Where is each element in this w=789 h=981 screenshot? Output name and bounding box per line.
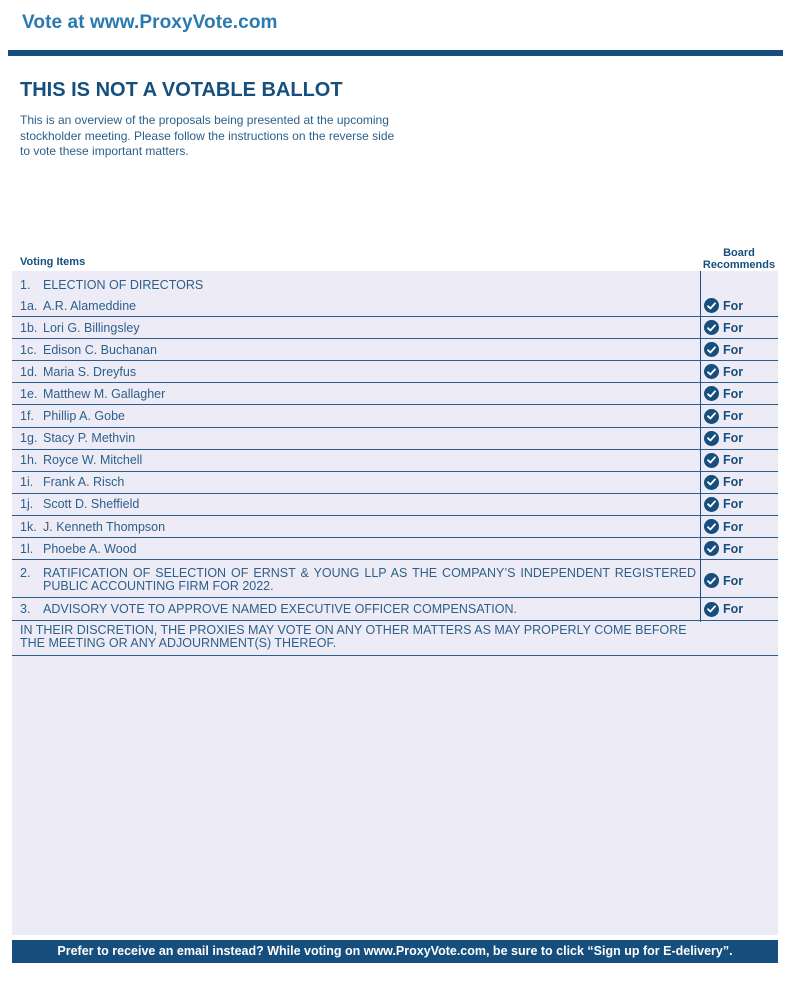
check-circle-icon	[704, 602, 719, 617]
recommendation-label: For	[723, 497, 744, 512]
director-item	[20, 339, 157, 360]
director-name: Lori G. Billingsley	[43, 320, 140, 335]
proposal-2-row	[12, 564, 778, 598]
proposal-text: ADVISORY VOTE TO APPROVE NAMED EXECUTIVE OFFICER COMPENSATION.	[43, 602, 517, 616]
proposal-1-row	[12, 275, 778, 295]
proposal-3-row	[12, 598, 778, 621]
director-item	[20, 494, 139, 515]
proposal-number: 1.	[20, 278, 31, 292]
director-name: Scott D. Sheffield	[43, 497, 140, 512]
page-title: THIS IS NOT A VOTABLE BALLOT	[20, 79, 343, 101]
check-circle-icon	[704, 573, 719, 588]
recommendation-label: For	[723, 342, 744, 357]
director-row	[12, 383, 778, 405]
board-recommendation	[704, 339, 743, 360]
recommendation-label: For	[723, 364, 744, 379]
board-header-line1: Board	[723, 247, 755, 259]
director-name: Phoebe A. Wood	[43, 541, 137, 556]
proposal-number: 1j.	[20, 497, 34, 512]
proposal-number: 1i.	[20, 475, 34, 490]
board-recommendation	[704, 428, 743, 449]
check-circle-icon	[704, 409, 719, 424]
check-circle-icon	[704, 386, 719, 401]
director-row	[12, 472, 778, 494]
director-row	[12, 317, 778, 339]
intro-text: This is an overview of the proposals being presented at the upcoming stockholder meeting. Please follow the instructions on the reverse side to vote these important matters.	[20, 113, 395, 158]
header-rule	[8, 50, 783, 56]
director-row	[12, 339, 778, 361]
director-item	[20, 472, 124, 493]
check-circle-icon	[704, 364, 719, 379]
director-name: Phillip A. Gobe	[43, 409, 125, 424]
voting-items-header: Voting Items	[20, 256, 86, 268]
check-circle-icon	[704, 453, 719, 468]
proposal-number: 1b.	[20, 320, 38, 335]
recommendation-label: For	[723, 541, 744, 556]
check-circle-icon	[704, 541, 719, 556]
check-circle-icon	[704, 342, 719, 357]
director-item	[20, 450, 142, 471]
board-recommendation	[704, 472, 743, 493]
check-circle-icon	[704, 497, 719, 512]
recommendation-label: For	[723, 320, 744, 335]
proposal-2-item	[20, 567, 696, 592]
board-recommendation	[704, 494, 743, 515]
director-item	[20, 516, 165, 537]
director-name: A.R. Alameddine	[43, 298, 137, 313]
board-recommendation	[704, 538, 743, 559]
proposal-3-item	[20, 598, 517, 620]
director-name: Royce W. Mitchell	[43, 453, 143, 468]
director-name: Frank A. Risch	[43, 475, 125, 490]
check-circle-icon	[704, 519, 719, 534]
recommendation-label: For	[723, 431, 744, 446]
proxyvote-link[interactable]: Vote at www.ProxyVote.com	[22, 12, 278, 33]
director-row	[12, 361, 778, 383]
recommendation-label: For	[723, 519, 744, 534]
director-item	[20, 317, 140, 338]
director-row	[12, 428, 778, 450]
director-row	[12, 295, 778, 317]
proposal-number: 2.	[20, 566, 31, 580]
board-recommendation	[704, 516, 743, 537]
discretion-note-row	[12, 621, 778, 656]
proposal-number: 1d.	[20, 364, 38, 379]
director-name: Matthew M. Gallagher	[43, 386, 166, 401]
director-row	[12, 538, 778, 560]
director-row	[12, 406, 778, 428]
board-recommendation	[704, 361, 743, 382]
board-recommendation	[704, 295, 743, 316]
director-row	[12, 516, 778, 538]
e-delivery-footer: Prefer to receive an email instead? While voting on www.ProxyVote.com, be sure to click “Sign up for E-delivery”.	[12, 940, 778, 963]
discretion-note: IN THEIR DISCRETION, THE PROXIES MAY VOTE ON ANY OTHER MATTERS AS MAY PROPERLY COME BEFORE THE MEETING OR ANY ADJOURNMENT(S) THEREOF.	[20, 623, 687, 650]
director-name: Edison C. Buchanan	[43, 342, 157, 357]
proposal-text: RATIFICATION OF SELECTION OF ERNST & YOUNG LLP AS THE COMPANY’S INDEPENDENT REGISTERED PUBLIC ACCOUNTING FIRM FOR 2022.	[43, 566, 696, 593]
check-circle-icon	[704, 475, 719, 490]
recommendation-label: For	[723, 475, 744, 490]
check-circle-icon	[704, 431, 719, 446]
proposal-number: 1c.	[20, 342, 37, 357]
recommendation-label: For	[723, 386, 744, 401]
check-circle-icon	[704, 320, 719, 335]
director-item	[20, 361, 136, 382]
board-recommendation	[704, 406, 743, 427]
board-recommendation	[704, 317, 743, 338]
board-recommendation	[704, 450, 743, 471]
director-name: J. Kenneth Thompson	[43, 519, 166, 534]
director-name: Maria S. Dreyfus	[43, 364, 137, 379]
director-item	[20, 383, 165, 404]
proposal-label: ELECTION OF DIRECTORS	[43, 278, 204, 292]
director-item	[20, 428, 135, 449]
proposal-1-item	[20, 275, 203, 295]
proposal-number: 1g.	[20, 431, 38, 446]
director-item	[20, 538, 137, 559]
proposal-number: 1a.	[20, 298, 38, 313]
proposal-number: 1h.	[20, 453, 38, 468]
proposal-number: 3.	[20, 602, 31, 616]
director-row	[12, 450, 778, 472]
board-recommendation	[704, 383, 743, 404]
proposal-number: 1k.	[20, 519, 37, 534]
director-name: Stacy P. Methvin	[43, 431, 136, 446]
director-item	[20, 406, 125, 427]
proposal-number: 1e.	[20, 386, 38, 401]
recommendation-label: For	[723, 409, 744, 424]
board-recommends-header	[699, 247, 779, 271]
recommendation-label: For	[723, 602, 744, 616]
proposal-number: 1f.	[20, 409, 34, 424]
board-header-line2: Recommends	[702, 259, 776, 271]
recommendation-label: For	[723, 453, 744, 468]
director-item	[20, 295, 136, 316]
board-recommendation	[704, 598, 743, 620]
check-circle-icon	[704, 298, 719, 313]
director-row	[12, 494, 778, 516]
recommendation-label: For	[723, 298, 744, 313]
proposal-number: 1l.	[20, 541, 34, 556]
recommendation-label: For	[723, 573, 744, 588]
board-recommendation	[704, 564, 743, 597]
